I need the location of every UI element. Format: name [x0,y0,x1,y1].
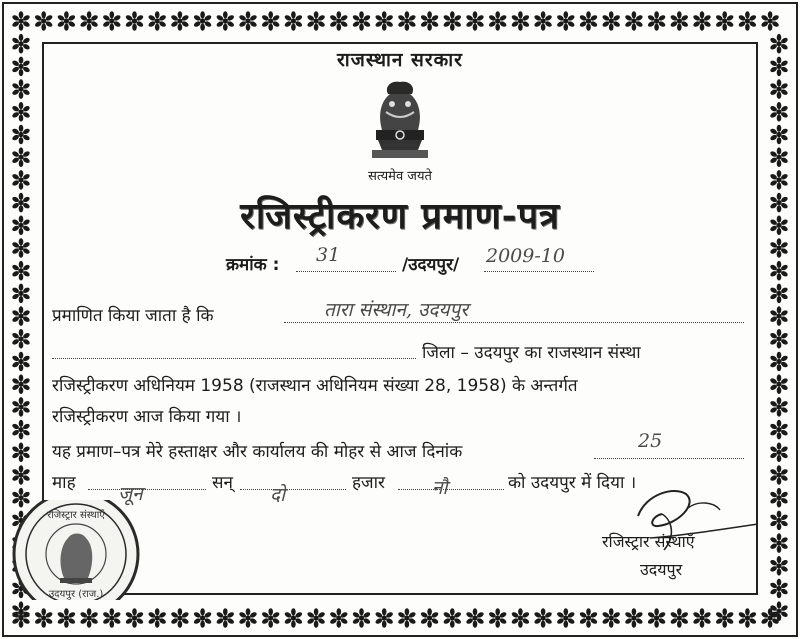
border-flower-icon [193,11,212,31]
border-flower-icon [738,608,757,628]
border-flower-icon [556,11,575,31]
seal-text-top: रजिस्ट्रार संस्थाएँ [47,510,105,521]
border-flower-icon [769,579,788,599]
thousand-label: हजार [352,473,385,493]
reference-number-label: क्रमांक : [226,255,280,275]
border-flower-icon [11,465,30,485]
border-flower-icon [79,608,98,628]
border-flower-icon [769,397,788,417]
reference-office-label: /उदयपुर/ [402,255,460,275]
border-flower-icon [261,608,280,628]
blank-line [52,358,416,359]
border-flower-icon [533,608,552,628]
reference-number-value: 31 [316,244,341,266]
border-flower-icon [738,11,757,31]
border-flower-icon [511,608,530,628]
border-flower-icon [488,608,507,628]
border-flower-icon [11,352,30,372]
registered-text: रजिस्ट्रीकरण आज किया गया । [52,407,242,427]
border-flower-icon [420,11,439,31]
border-flower-icon [443,608,462,628]
year-value-1: दो [270,484,286,506]
border-flower-icon [692,608,711,628]
act-text: रजिस्ट्रीकरण अधिनियम 1958 (राजस्थान अधिनियम संख्या 28, 1958) के अन्तर्गत [52,376,578,396]
border-flower-icon [11,601,30,621]
border-flower-icon [148,608,167,628]
border-flower-icon [715,608,734,628]
border-flower-icon [579,608,598,628]
border-flower-icon [11,125,30,145]
reference-year-value: 2009-10 [486,245,565,267]
motto-text: सत्यमेव जयते [368,169,432,184]
border-flower-icon [647,11,666,31]
year-label: सन् [212,473,233,493]
government-heading: राजस्थान सरकार [337,49,463,71]
border-flower-icon [261,11,280,31]
border-flower-icon [375,11,394,31]
month-value: जून [118,483,143,505]
border-flower-icon [556,608,575,628]
border-flower-icon [769,306,788,326]
border-flower-icon [769,329,788,349]
border-flower-icon [34,11,53,31]
reference-year-line [484,271,594,272]
border-flower-icon [670,608,689,628]
day-value: 25 [638,430,663,452]
month-line [88,489,206,490]
border-flower-icon [769,352,788,372]
border-flower-icon [769,443,788,463]
border-flower-icon [170,11,189,31]
border-flower-icon [465,11,484,31]
border-flower-icon [102,608,121,628]
year-suffix-line [398,489,504,490]
certify-text: प्रमाणित किया जाता है कि [52,306,214,326]
seal-text-bottom: उदयपुर (राज.) [48,589,104,600]
border-flower-icon [79,11,98,31]
border-flower-icon [602,11,621,31]
state-emblem-icon [362,78,438,162]
border-flower-icon [170,608,189,628]
border-flower-icon [769,374,788,394]
border-flower-icon [769,147,788,167]
issue-text: यह प्रमाण–पत्र मेरे हस्ताक्षर और कार्यालय की मोहर से आज दिनांक [52,442,463,462]
border-flower-icon [769,261,788,281]
border-flower-icon [11,329,30,349]
border-flower-icon [11,420,30,440]
day-line [594,458,744,459]
border-flower-icon [238,608,257,628]
border-flower-icon [11,238,30,258]
border-flower-icon [238,11,257,31]
issue-place-text: को उदयपुर में दिया । [508,473,637,493]
border-flower-icon [352,608,371,628]
border-flower-icon [769,79,788,99]
border-flower-icon [760,11,779,31]
border-flower-icon [670,11,689,31]
border-flower-icon [465,608,484,628]
border-flower-icon [579,11,598,31]
border-flower-icon [769,102,788,122]
border-flower-icon [11,374,30,394]
border-flower-icon [397,11,416,31]
border-flower-icon [769,284,788,304]
border-flower-icon [715,11,734,31]
border-flower-icon [647,608,666,628]
border-flower-icon [193,608,212,628]
border-flower-icon [11,306,30,326]
border-flower-icon [329,11,348,31]
border-flower-icon [11,284,30,304]
office-seal-icon [8,500,144,600]
district-text: जिला – उदयपुर का राजस्थान संस्था [422,343,641,363]
border-flower-icon [533,11,552,31]
border-flower-icon [216,608,235,628]
certificate-title: रजिस्ट्रीकरण प्रमाण-पत्र [240,195,560,237]
border-flower-icon [11,11,30,31]
reference-number-line [296,271,396,272]
border-flower-icon [375,608,394,628]
border-flower-icon [397,608,416,628]
border-flower-icon [769,465,788,485]
month-label: माह [52,473,76,493]
border-flower-icon [148,11,167,31]
border-flower-icon [769,238,788,258]
border-flower-icon [352,11,371,31]
border-flower-icon [443,11,462,31]
registrar-place: उदयपुर [640,560,683,579]
border-flower-icon [216,11,235,31]
registrar-designation: रजिस्ट्रार संस्थाएँ [602,532,695,551]
border-flower-icon [692,11,711,31]
border-flower-icon [488,11,507,31]
border-flower-icon [769,420,788,440]
border-flower-icon [306,11,325,31]
year-line [240,489,346,490]
border-flower-icon [329,608,348,628]
border-flower-icon [602,608,621,628]
border-flower-icon [624,11,643,31]
border-flower-icon [102,11,121,31]
border-flower-icon [11,102,30,122]
border-flower-icon [125,608,144,628]
border-flower-icon [11,261,30,281]
border-flower-icon [57,11,76,31]
border-flower-icon [624,608,643,628]
border-flower-icon [284,608,303,628]
border-flower-icon [11,147,30,167]
border-flower-icon [11,397,30,417]
border-flower-icon [125,11,144,31]
border-flower-icon [284,11,303,31]
border-flower-icon [34,608,53,628]
organization-name-value: तारा संस्थान, उदयपुर [324,299,469,321]
border-flower-icon [420,608,439,628]
border-flower-icon [306,608,325,628]
border-flower-icon [11,443,30,463]
organization-name-line [284,322,744,323]
year-value-2: नौ [432,477,448,499]
border-flower-icon [511,11,530,31]
border-flower-icon [11,79,30,99]
border-flower-icon [769,125,788,145]
border-flower-icon [57,608,76,628]
